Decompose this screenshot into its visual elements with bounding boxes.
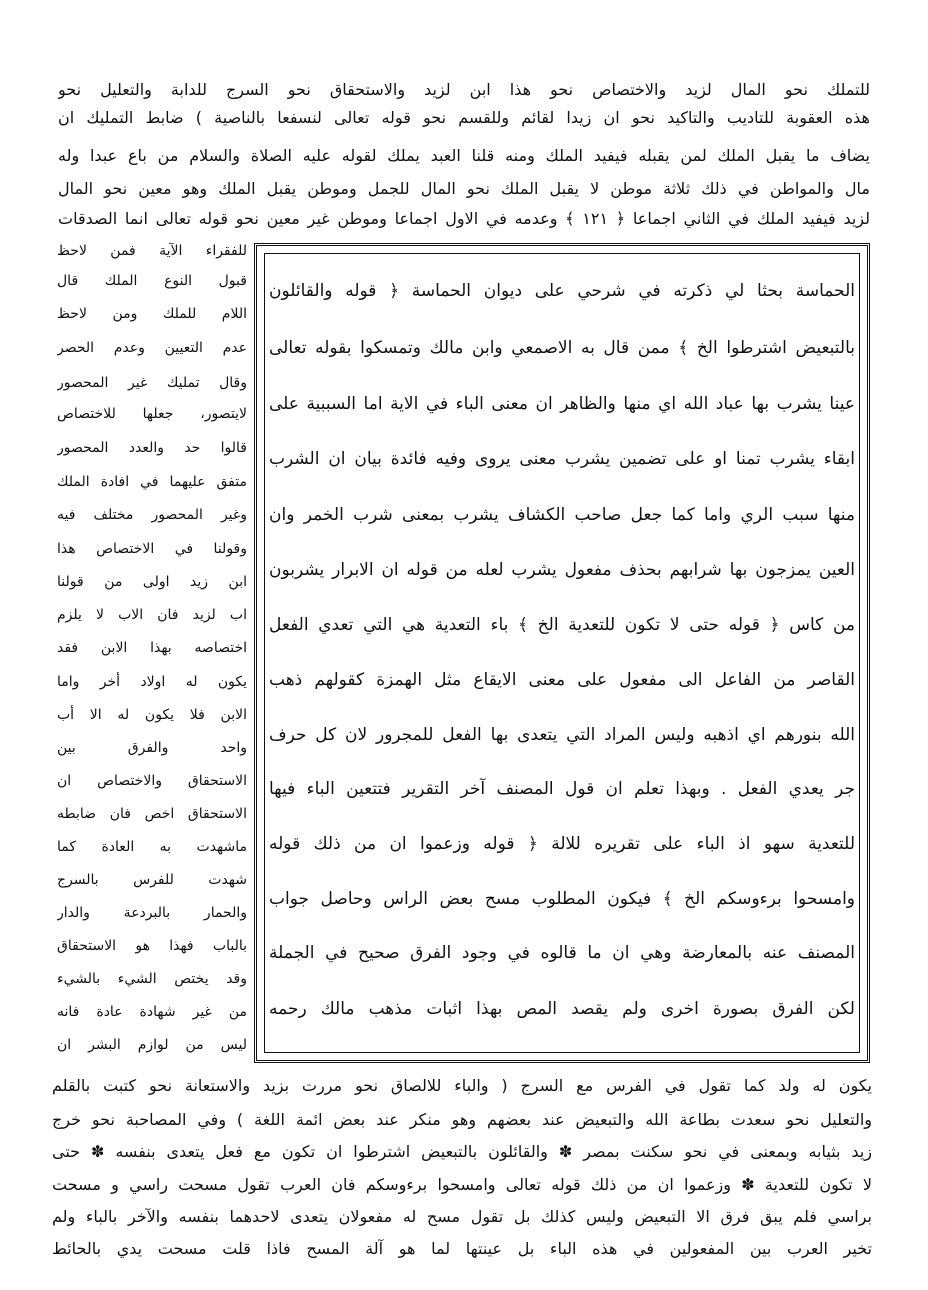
commentary-line: لكن الفرق بصورة اخرى ولم يقصد المص بهذا اثبات مذهب مالك رحمه <box>269 999 855 1019</box>
commentary-line: من كاس ﴿ قوله حتى لا تكون للتعدية الخ ﴾ باء التعدية هي التي تعدي الفعل <box>269 615 855 635</box>
text-line: شهدت للفرس بالسرج <box>57 872 247 888</box>
commentary-line: وامسحوا برءوسكم الخ ﴾ فيكون المطلوب مسح بعض الراس وحاصل جواب <box>269 889 855 909</box>
text-line: واحد والفرق بين <box>57 740 247 756</box>
text-line: من غير شهادة عادة فانه <box>57 1004 247 1020</box>
text-line: وقال تمليك غير المحصور <box>57 375 247 391</box>
text-line: لا تكون للتعدية ✽ وزعموا ان من ذلك قوله تعالى وامسحوا برءوسكم فان العرب تقول مسحت راسي و مسحت <box>52 1175 872 1194</box>
text-line: بالباب فهذا هو الاستحقاق <box>57 938 247 954</box>
text-line: الاستحقاق والاختصاص ان <box>57 773 247 789</box>
text-line: والتعليل نحو سعدت بطاعة الله والتبعيض عند بعضهم وهو منكر عند بعض ائمة اللغة ) وفي المصاحبة نحو خرج <box>52 1110 872 1129</box>
commentary-line: العين يمزجون بها شرابهم بحذف مفعول يشرب لعله من قوله ان الابرار يشربون <box>269 560 855 580</box>
text-line: اختصاصه بهذا الابن فقد <box>57 640 247 656</box>
text-line: للفقراء الآية فمن لاحظ <box>57 243 247 259</box>
text-line: اللام للملك ومن لاحظ <box>57 306 247 322</box>
text-line: والحمار بالبردعة والدار <box>57 905 247 921</box>
text-line: لايتصور، جعلها للاختصاص <box>57 406 247 422</box>
text-line: الابن فلا يكون له الا أب <box>57 707 247 723</box>
text-line: للتملك نحو المال لزيد والاختصاص نحو هذا ابن لزيد والاستحقاق نحو السرج للدابة والتعليل نحو <box>58 80 870 99</box>
text-line: قبول النوع الملك قال <box>57 273 247 289</box>
text-line: هذه العقوبة للتاديب والتاكيد نحو ان زيدا لقائم وللقسم نحو قوله تعالى لنسفعا بالناصية ) ضابط التمليك ان <box>58 108 870 127</box>
text-line: يكون له اولاد أخر واما <box>57 674 247 690</box>
commentary-line: منها سبب الري واما كما جعل صاحب الكشاف يشرب بمعنى شرب الخمر وان <box>269 505 855 525</box>
text-line: ابن زيد اولى من قولنا <box>57 574 247 590</box>
commentary-line: جر يعدي الفعل . وبهذا تعلم ان قول المصنف آخر التقرير فتتعين الباء فيها <box>269 779 855 799</box>
text-line: اب لزيد فان الاب لا يلزم <box>57 607 247 623</box>
text-line: تخير العرب بين المفعولين في هذه الباء بل عينتها لما هو آلة المسح فاذا قلت مسحت يدي بالحائط <box>52 1239 872 1258</box>
text-line: وقولنا في الاختصاص هذا <box>57 541 247 557</box>
commentary-line: للتعدية سهو اذ الباء على تقريره للالة ﴿ قوله وزعموا ان من ذلك قوله <box>269 834 855 854</box>
text-line: براسي فلم يبق فرق الا التبعيض وليس كذلك بل تقول مسح له مفعولان يتعدى لاحدهما بنفسه والآخر بالباء ولم <box>52 1207 872 1226</box>
commentary-box-inner-border <box>264 253 860 1053</box>
text-line: ليس من لوازم البشر ان <box>57 1037 247 1053</box>
commentary-line: عينا يشرب بها عباد الله اي منها والظاهر ان معنى الباء في الاية اما السببية على <box>269 394 855 414</box>
text-line: يضاف ما يقبل الملك لمن يقبله فيفيد الملك ومنه قلنا العبد يملك لقوله عليه الصلاة والسلام من باع عبدا وله <box>58 146 870 165</box>
text-line: الاستحقاق اخص فان ضابطه <box>57 806 247 822</box>
text-line: لزيد فيفيد الملك في الثاني اجماعا ﴿ ١٢١ ﴾ وعدمه في الاول اجماعا وموطن غير معين نحو قوله تعالى انما الصدقات <box>58 209 870 228</box>
text-line: ماشهدت به العادة كما <box>57 839 247 855</box>
commentary-line: ابقاء يشرب تمنا او على تضمين يشرب معنى يروى وفيه فائدة بيان ان الشرب <box>269 449 855 469</box>
text-line: مال والمواطن في ذلك ثلاثة موطن لا يقبل الملك نحو المال للجمل وموطن يقبل الملك وهو معين نحو المال <box>58 179 870 198</box>
text-line: قالوا حد والعدد المحصور <box>57 440 247 456</box>
text-line: يكون له ولد كما تقول في الفرس مع السرج ( والباء للالصاق نحو مررت بزيد والاستعانة نحو كتبت بالقلم <box>52 1076 872 1095</box>
text-line: وغير المحصور مختلف فيه <box>57 507 247 523</box>
text-line: متفق عليهما في افادة الملك <box>57 474 247 490</box>
text-line: عدم التعيين وعدم الحصر <box>57 340 247 356</box>
text-line: وقد يختص الشيء بالشيء <box>57 971 247 987</box>
commentary-line: الله بنورهم اي اذهبه وليس المراد التي يتعدى بها الفعل للمجرور لان كل حرف <box>269 725 855 745</box>
commentary-line: المصنف عنه بالمعارضة وهي ان ما قالوه في وجود الفرق صحيح في الجملة <box>269 943 855 963</box>
commentary-line: الحماسة بحثا لي ذكرته في شرحي على ديوان الحماسة ﴿ قوله والقائلون <box>269 281 855 301</box>
commentary-box <box>254 243 870 1063</box>
commentary-line: بالتبعيض اشترطوا الخ ﴾ ممن قال به الاصمعي وابن مالك وتمسكوا بقوله تعالى <box>269 338 855 358</box>
commentary-line: القاصر من الفاعل الى مفعول على معنى الايقاع مثل الهمزة كقولهم ذهب <box>269 670 855 690</box>
text-line: زيد بثيابه وبمعنى في نحو سكنت بمصر ✽ والقائلون بالتبعيض اشترطوا ان تكون مع فعل يتعدى بنفسه ✽ حتى <box>52 1142 872 1161</box>
